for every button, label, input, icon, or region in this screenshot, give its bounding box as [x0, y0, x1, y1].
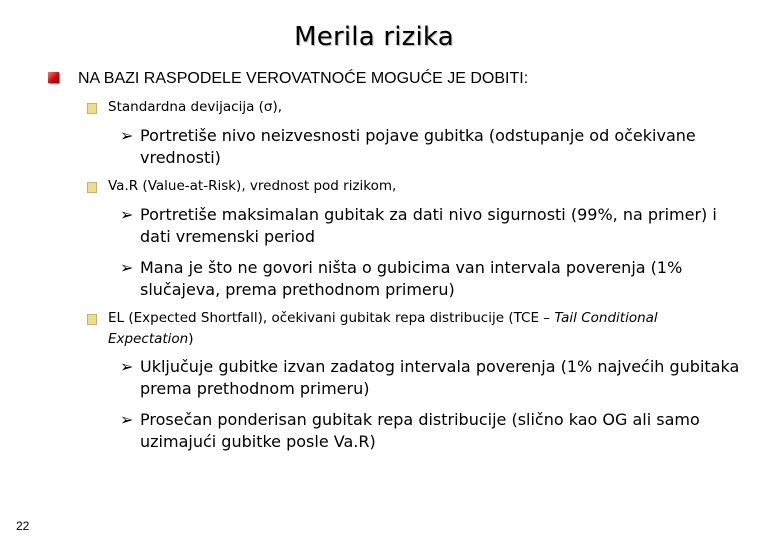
point-text: Mana je što ne govori ništa o gubicima van intervala poverenja (1% slučajeva, prema prethodnom primeru)	[140, 258, 683, 299]
arrow-bullet-icon: ➢	[120, 410, 134, 429]
arrow-bullet-icon: ➢	[120, 126, 134, 145]
point-text: Portretiše nivo neizvesnosti pojave gubitka (odstupanje od očekivane vrednosti)	[140, 126, 696, 167]
point-text: Portretiše maksimalan gubitak za dati nivo sigurnosti (99%, na primer) i dati vremenski period	[140, 205, 717, 246]
page-number: 22	[16, 519, 30, 533]
bullet-label: Va.R (Value-at-Risk), vrednost pod rizikom,	[108, 178, 397, 194]
square-bullet-icon	[87, 182, 97, 193]
red-square-bullet-icon	[48, 72, 59, 83]
square-bullet-icon	[87, 103, 97, 114]
arrow-bullet-icon: ➢	[120, 258, 134, 277]
arrow-bullet-icon: ➢	[120, 205, 134, 224]
point-text: Prosečan ponderisan gubitak repa distribucije (slično kao OG ali samo uzimajući gubitke posle Va.R)	[140, 410, 700, 451]
arrow-bullet-icon: ➢	[120, 357, 134, 376]
bullet-label: EL (Expected Shortfall), očekivani gubitak repa distribucije (TCE – Tail Conditional Expectation)	[108, 310, 658, 347]
bullet-label: Standardna devijacija (σ),	[108, 99, 283, 115]
slide-title: Merila rizika	[294, 22, 454, 52]
intro-text: NA BAZI RASPODELE VEROVATNOĆE MOGUĆE JE DOBITI:	[78, 70, 529, 87]
point-text: Uključuje gubitke izvan zadatog intervala poverenja (1% najvećih gubitaka prema prethodnom primeru)	[140, 357, 740, 398]
square-bullet-icon	[87, 314, 97, 325]
